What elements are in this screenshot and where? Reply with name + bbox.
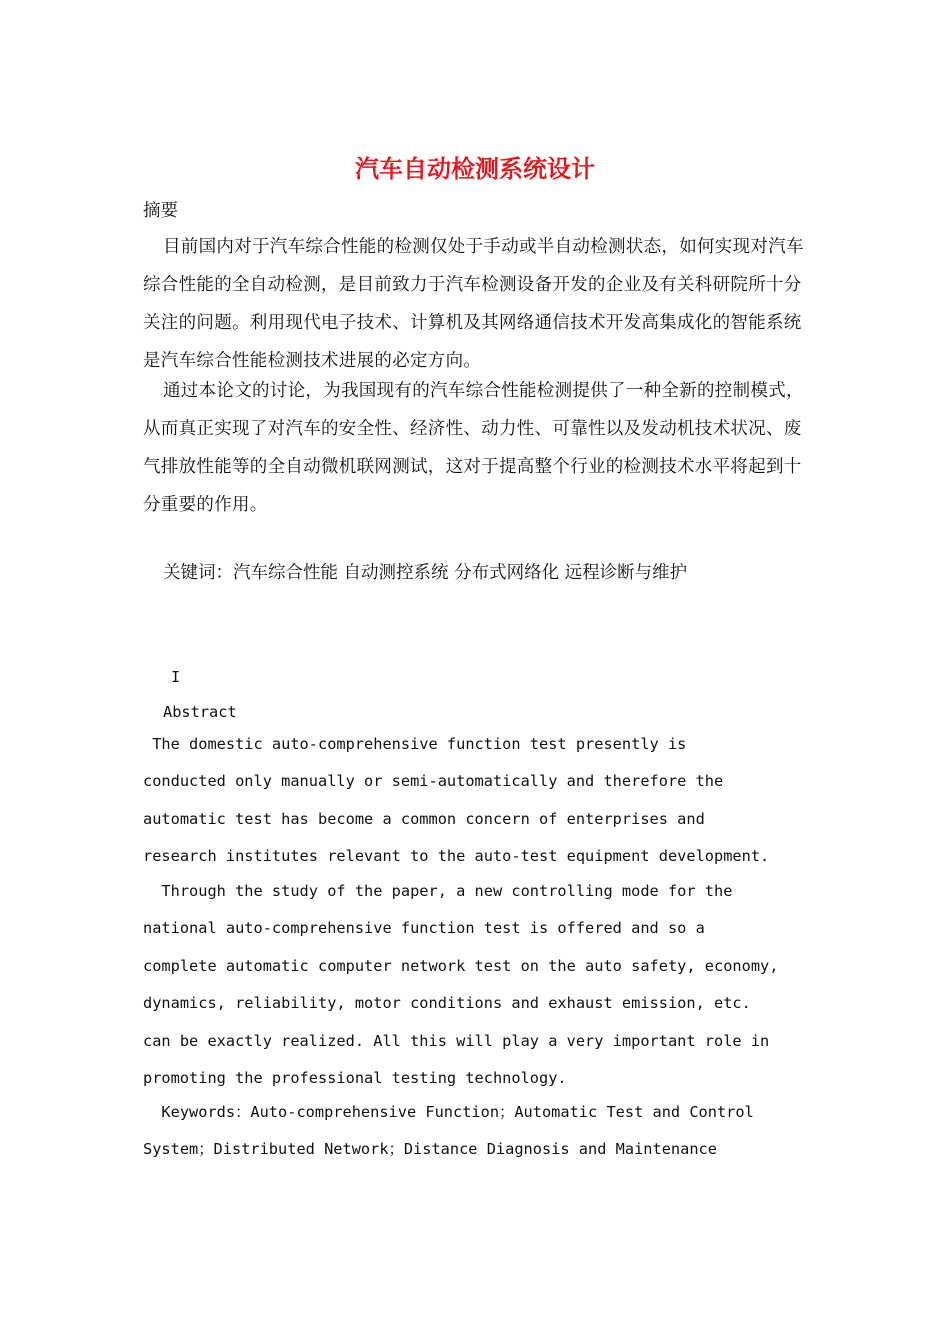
abstract-cn-paragraph-2: 通过本论文的讨论，为我国现有的汽车综合性能检测提供了一种全新的控制模式，从而真正实现了对汽车的安全性、经济性、动力性、可靠性以及发动机技术状况、废气排放性能等的全自动微机联网测试，这对于提高整个行业的检测技术水平将起到十分重要的作用。 [143,381,804,515]
page-number: I [171,668,181,686]
text-line: can be exactly realized. All this will play a very important role in [143,1031,770,1050]
text-line: promoting the professional testing technology. [143,1069,567,1088]
text-line: complete automatic computer network test on the auto safety, economy, [143,956,779,975]
text-line: research institutes relevant to the auto-test equipment development. [143,847,770,866]
abstract-en-paragraph-1 [143,726,823,876]
abstract-cn-paragraph-1: 目前国内对于汽车综合性能的检测仅处于手动或半自动检测状态，如何实现对汽车综合性能的全自动检测，是目前致力于汽车检测设备开发的企业及有关科研院所十分关注的问题。利用现代电子技术、计算机及其网络通信技术开发高集成化的智能系统是汽车综合性能检测技术进展的必定方向。 [143,237,804,371]
document-title: 汽车自动检测系统设计 [355,154,595,183]
text-line: Through the study of the paper, a new controlling mode for the [143,882,733,900]
text-line: Keywords：Auto-comprehensive Function；Automatic Test and Control [143,1103,754,1121]
text-line: automatic test has become a common concern of enterprises and [143,809,705,828]
keywords-en [143,1094,823,1169]
text-line: dynamics, reliability, motor conditions and exhaust emission, etc. [143,994,751,1013]
text-line: conducted only manually or semi-automatically and therefore the [143,772,724,791]
text-line: System；Distributed Network；Distance Diagnosis and Maintenance [143,1140,717,1159]
abstract-en-heading: Abstract [163,703,237,721]
keywords-cn: 关键词：汽车综合性能 自动测控系统 分布式网络化 远程诊断与维护 [163,563,688,583]
text-line: national auto-comprehensive function test is offered and so a [143,919,705,938]
text-line: The domestic auto-comprehensive function test presently is [143,735,687,753]
abstract-cn-heading: 摘要 [143,201,178,221]
abstract-en-paragraph-2 [143,873,823,1097]
